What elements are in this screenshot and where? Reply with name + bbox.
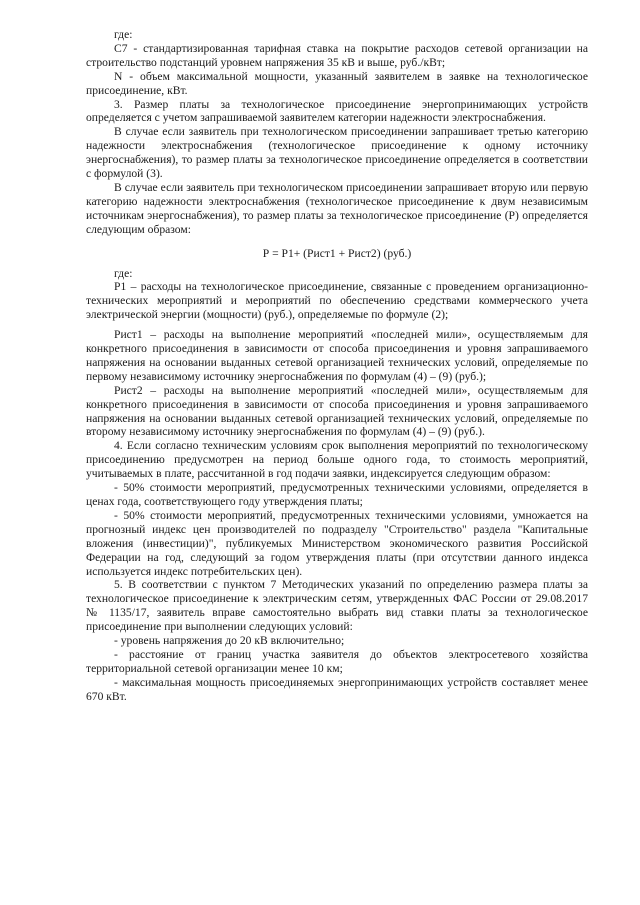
paragraph-n-definition: N - объем максимальной мощности, указанный заявителем в заявке на технологическое присоединение, кВт. <box>86 69 588 97</box>
paragraph-where-1: где: <box>114 28 133 41</box>
formula-p: Р = Р1+ (Рист1 + Рист2) (руб.) <box>262 246 412 260</box>
paragraph-rist1-definition: Рист1 – расходы на выполнение мероприятий «последней мили», осуществляемым для конкретного присоединения в зависимости от способа присоединения и уровня запрашиваемого напряжения на основании выданных сетевой организацией технических условий, определяемые по первому независимому источнику энергоснабжения по формулам (4) – (9) (руб.); <box>86 328 588 383</box>
paragraph-third-category: В случае если заявитель при технологическом присоединении запрашивает третью категорию надежности электроснабжения (технологическое присоединение к одному источнику энергоснабжения), то размер платы за технологическое присоединение определяется в соответствии с формулой (3). <box>86 125 588 181</box>
paragraph-p1-definition: Р1 – расходы на технологическое присоединение, связанные с проведением организационно-технических мероприятий и мероприятий по обеспечению средствами коммерческого учета электрической энергии (мощности) (руб.), определяемые по формуле (2); <box>86 280 588 322</box>
condition-voltage: - уровень напряжения до 20 кВ включительно; <box>114 634 345 648</box>
paragraph-c7-definition: С7 - стандартизированная тарифная ставка на покрытие расходов сетевой организации на строительство подстанций уровнем напряжения 35 кВ и выше, руб./кВт; <box>86 41 588 69</box>
paragraph-section-4: 4. Если согласно техническим условиям срок выполнения мероприятий по технологическому присоединению предусмотрен на период больше одного года, то стоимость мероприятий, учитываемых в плате, рассчитанной в год подачи заявки, индексируется следующим образом: <box>86 439 588 481</box>
paragraph-section-3: 3. Размер платы за технологическое присоединение энергопринимающих устройств определяется с учетом запрашиваемой заявителем категории надежности электроснабжения. <box>86 97 588 125</box>
paragraph-rist2-definition: Рист2 – расходы на выполнение мероприятий «последней мили», осуществляемым для конкретного присоединения в зависимости от способа присоединения и уровня запрашиваемого напряжения на основании выданных сетевой организацией технических условий, определяемые по второму независимому источнику энергоснабжения по формулам (4) – (9) (руб.). <box>86 383 588 439</box>
condition-distance: - расстояние от границ участка заявителя до объектов электросетевого хозяйства территориальной сетевой организации менее 10 км; <box>86 647 588 675</box>
paragraph-where-2: где: <box>114 266 133 280</box>
paragraph-indexation-2: - 50% стоимости мероприятий, предусмотренных техническими условиями, умножается на прогнозный индекс цен производителей по подразделу "Строительство" раздела "Капитальные вложения (инвестиции)", публикуемых Министерством экономического развития Российской Федерации на год, следующий за годом утверждения платы (при отсутствии данного индекса используется индекс потребительских цен). <box>86 508 588 578</box>
condition-max-power: - максимальная мощность присоединяемых энергопринимающих устройств составляет менее 670 кВт. <box>86 675 588 703</box>
paragraph-section-5: 5. В соответствии с пунктом 7 Методических указаний по определению размера платы за технологическое присоединение к электрическим сетям, утвержденных ФАС России от 29.08.2017 № 1135/17, заявитель вправе самостоятельно выбрать вид ставки платы за технологическое присоединение при выполнении следующих условий: <box>86 578 588 634</box>
paragraph-second-first-category: В случае если заявитель при технологическом присоединении запрашивает вторую или первую категорию надежности электроснабжения (технологическое присоединение к двум независимым источникам энергоснабжения), то размер платы за технологическое присоединение (Р) определяется следующим образом: <box>86 180 588 236</box>
paragraph-indexation-1: - 50% стоимости мероприятий, предусмотренных техническими условиями, определяется в ценах года, соответствующего году утверждения платы; <box>86 481 588 508</box>
